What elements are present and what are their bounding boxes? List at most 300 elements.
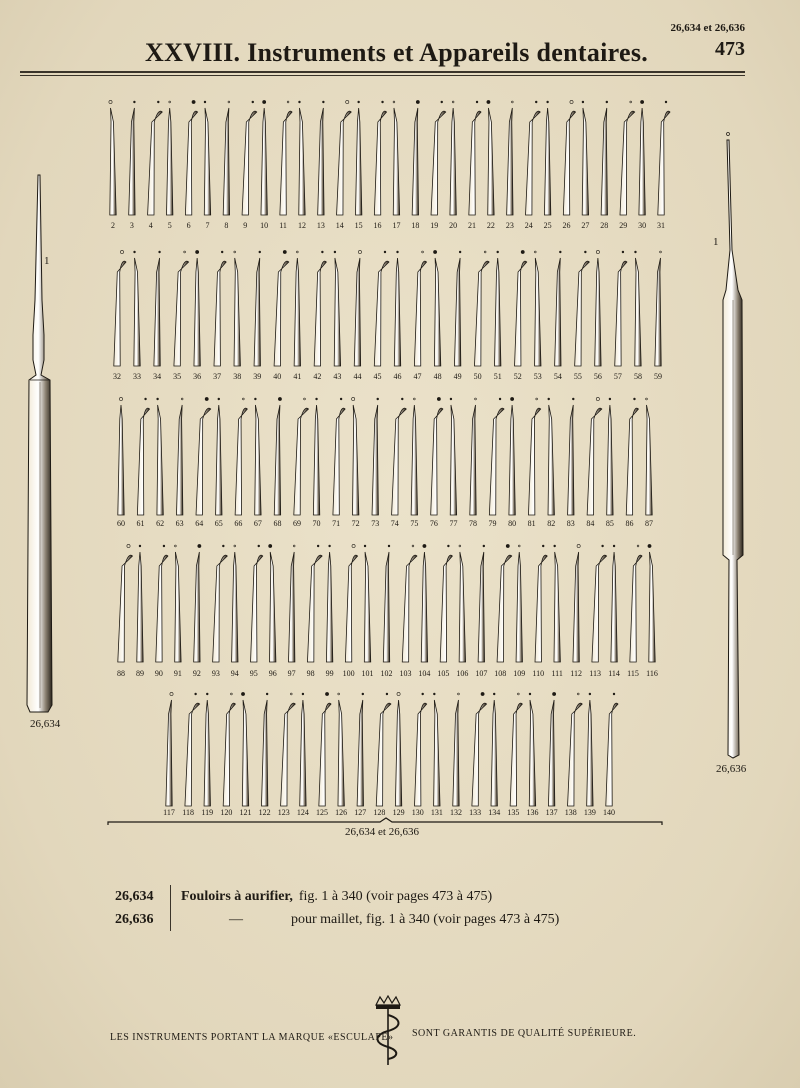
instrument-tip-profile — [559, 251, 561, 253]
instrument-figure — [548, 405, 554, 515]
instrument-figure — [383, 552, 389, 662]
instrument-figure — [318, 108, 324, 215]
instrument-tip-profile — [641, 100, 644, 103]
instrument-figure — [254, 258, 260, 366]
instrument-figure — [649, 552, 655, 662]
figure-number: 70 — [312, 519, 321, 528]
instrument-tip-profile — [352, 544, 355, 547]
figure-number: 3 — [129, 221, 134, 230]
instrument-figure — [394, 258, 400, 366]
instrument-figure — [148, 111, 163, 215]
instrument-figure — [313, 405, 319, 515]
figure-number: 12 — [297, 221, 306, 230]
figure-number: 111 — [551, 669, 563, 678]
instrument-tip-profile — [609, 398, 611, 400]
figure-number: 11 — [279, 221, 287, 230]
instrument-figure — [535, 555, 547, 662]
figure-number: 54 — [553, 372, 562, 381]
instrument-figure — [261, 108, 267, 215]
instrument-tip-profile — [205, 397, 208, 400]
instrument-tip-profile — [302, 693, 304, 695]
instrument-tip-profile — [613, 545, 615, 547]
instrument-tip-profile — [259, 251, 261, 253]
instrument-tip-profile — [499, 398, 501, 400]
figure-number: 8 — [224, 221, 229, 230]
instrument-figure — [392, 408, 407, 515]
figure-number: 63 — [175, 519, 184, 528]
figure-number: 36 — [193, 372, 202, 381]
instrument-tip-profile — [584, 251, 586, 253]
figure-number: 84 — [586, 519, 595, 528]
instrument-figure — [288, 552, 294, 662]
instrument-tip-profile — [386, 693, 388, 695]
instrument-figure — [232, 552, 238, 662]
instrument-figure — [326, 552, 332, 662]
figure-number: 85 — [605, 519, 614, 528]
instrument-figure — [319, 703, 331, 806]
figure-number: 26 — [562, 221, 571, 230]
figure-number: 62 — [156, 519, 165, 528]
figure-number: 41 — [293, 372, 302, 381]
instrument-tip-profile — [553, 692, 556, 695]
instrument-figure — [414, 261, 426, 366]
instrument-figure — [402, 555, 417, 662]
figure-number: 60 — [117, 519, 125, 528]
instrument-figure — [154, 258, 160, 366]
figure-number: 104 — [418, 669, 431, 678]
figure-number: 140 — [603, 808, 615, 817]
figure-number: 33 — [133, 372, 142, 381]
instrument-tip-profile — [635, 251, 637, 253]
instrument-tip-profile — [536, 398, 538, 400]
instrument-tip-profile — [483, 545, 485, 547]
figure-number: 51 — [493, 372, 502, 381]
instrument-tip-profile — [384, 251, 386, 253]
instrument-figure — [307, 555, 322, 662]
figure-number: 114 — [608, 669, 620, 678]
figure-number: 128 — [373, 808, 386, 817]
instrument-figure — [548, 700, 554, 806]
instrument-figure — [294, 258, 300, 366]
instrument-figure — [255, 405, 261, 515]
instrument-tip-profile — [304, 398, 306, 400]
instrument-figure — [216, 405, 222, 515]
instrument-tip-profile — [548, 398, 550, 400]
instrument-tip-profile — [596, 397, 599, 400]
figure-number: 13 — [316, 221, 325, 230]
figure-number: 25 — [543, 221, 552, 230]
instrument-figure — [488, 108, 494, 215]
instrument-tip-profile — [119, 397, 122, 400]
figure-number: 39 — [253, 372, 262, 381]
instrument-tip-profile — [242, 398, 244, 400]
instrument-figure — [223, 108, 229, 215]
instrument-figure — [166, 108, 172, 215]
instrument-tip-profile — [325, 692, 328, 695]
column-divider — [170, 885, 171, 908]
instrument-figure — [469, 111, 481, 215]
instrument-figure — [655, 258, 661, 366]
figure-number: 53 — [533, 372, 542, 381]
figure-number: 65 — [214, 519, 223, 528]
instrument-figure — [274, 405, 280, 515]
instrument-tip-profile — [517, 693, 519, 695]
instrument-tip-profile — [204, 101, 206, 103]
instrument-tip-profile — [397, 692, 400, 695]
figure-number: 16 — [373, 221, 382, 230]
instrument-tip-profile — [476, 101, 478, 103]
catalog-desc: pour maillet, fig. 1 à 340 (voir pages 473 à 475) — [291, 911, 560, 927]
instrument-tip-profile — [637, 545, 639, 547]
instrument-tip-profile — [413, 398, 415, 400]
instrument-figure — [489, 408, 504, 515]
instrument-figure — [354, 258, 360, 366]
instrument-figure — [395, 700, 401, 806]
instrument-figure — [376, 703, 391, 806]
figure-number: 93 — [211, 669, 220, 678]
instrument-tip-profile — [660, 251, 662, 253]
instrument-figure — [421, 552, 427, 662]
instrument-tip-profile — [258, 545, 260, 547]
figure-number: 97 — [287, 669, 296, 678]
page-title: XXVIII. Instruments et Appareils dentaires. — [145, 38, 649, 67]
instrument-figure — [509, 405, 515, 515]
figure-number: 96 — [268, 669, 277, 678]
instrument-figure — [412, 108, 418, 215]
instrument-tip-profile — [322, 101, 324, 103]
figure-number: 76 — [429, 519, 438, 528]
instrument-figure — [118, 555, 133, 662]
bottom-bracket — [108, 818, 662, 825]
instrument-tip-profile — [401, 398, 403, 400]
figure-number: 135 — [507, 808, 520, 817]
instrument-figure — [118, 405, 124, 515]
figure-number: 79 — [488, 519, 497, 528]
figure-number: 113 — [589, 669, 601, 678]
instrument-tip-profile — [133, 101, 135, 103]
instrument-tip-profile — [321, 251, 323, 253]
figure-number: 29 — [619, 221, 628, 230]
instrument-tip-profile — [481, 692, 484, 695]
instrument-tip-profile — [254, 398, 256, 400]
instrument-tip-profile — [447, 545, 449, 547]
figure-number: 124 — [296, 808, 309, 817]
instrument-tip-profile — [377, 398, 379, 400]
instrument-figure — [374, 111, 386, 215]
instrument-tip-profile — [630, 101, 632, 103]
figure-number: 19 — [430, 221, 439, 230]
instrument-figure — [497, 555, 512, 662]
instrument-figure — [554, 552, 560, 662]
instrument-tip-profile — [648, 544, 651, 547]
catalog-ref: 26,634 — [115, 888, 154, 904]
instrument-figure — [185, 703, 200, 806]
instrument-tip-profile — [228, 101, 230, 103]
figure-number: 21 — [468, 221, 477, 230]
instrument-figure — [338, 700, 344, 806]
instrument-tip-profile — [634, 398, 636, 400]
instrument-tip-profile — [269, 544, 272, 547]
figure-number: 52 — [513, 372, 522, 381]
instrument-figure — [592, 555, 607, 662]
instrument-tip-profile — [506, 544, 509, 547]
instrument-figure — [431, 111, 446, 215]
instrument-tip-profile — [192, 100, 195, 103]
instrument-tip-profile — [221, 251, 223, 253]
figure-number: 5 — [167, 221, 172, 230]
footer-left: LES INSTRUMENTS PORTANT LA MARQUE «ESCULAPE» — [110, 1032, 394, 1043]
instrument-figure — [470, 405, 476, 515]
figure-number: 31 — [657, 221, 665, 230]
instrument-figure — [639, 108, 645, 215]
instrument-tip-profile — [416, 100, 419, 103]
instrument-figure — [510, 703, 522, 806]
instrument-figure — [431, 408, 443, 515]
figure-number: 64 — [195, 519, 204, 528]
figure-number: 94 — [230, 669, 239, 678]
figure-number: 132 — [449, 808, 462, 817]
figure-number: 133 — [469, 808, 482, 817]
instrument-figure — [251, 555, 263, 662]
instrument-tip-profile — [422, 693, 424, 695]
instrument-figure — [204, 700, 210, 806]
instrument-tip-profile — [184, 251, 186, 253]
figure-number: 34 — [153, 372, 162, 381]
instrument-tip-profile — [570, 100, 573, 103]
instrument-figure — [555, 258, 561, 366]
instrument-figure — [544, 108, 550, 215]
figure-number: 138 — [564, 808, 577, 817]
instrument-tip-profile — [316, 398, 318, 400]
instrument-tip-profile — [529, 693, 531, 695]
figure-number: 116 — [646, 669, 658, 678]
instrument-tip-profile — [547, 101, 549, 103]
instrument-figure — [635, 258, 641, 366]
instrument-figure — [134, 258, 140, 366]
instrument-figure — [568, 703, 583, 806]
instrument-figure — [214, 261, 226, 366]
instrument-tip-profile — [340, 398, 342, 400]
instrument-tip-profile — [518, 545, 520, 547]
figure-number: 130 — [411, 808, 424, 817]
figure-number: 68 — [273, 519, 282, 528]
instrument-figure — [615, 261, 627, 366]
figure-number: 22 — [486, 221, 495, 230]
instrument-tip-profile — [433, 693, 435, 695]
figure-number: 43 — [333, 372, 342, 381]
figure-number: 59 — [654, 372, 662, 381]
instrument-figure — [334, 258, 340, 366]
instrument-figure — [630, 555, 642, 662]
figure-number: 110 — [532, 669, 545, 678]
figure-number: 20 — [449, 221, 458, 230]
instrument-tip-profile — [139, 545, 141, 547]
figure-number: 101 — [361, 669, 374, 678]
plate-bottom-caption: 26,634 et 26,636 — [345, 826, 419, 838]
instrument-figure — [450, 405, 456, 515]
instrument-figure — [611, 552, 617, 662]
instrument-figure — [515, 261, 527, 366]
instrument-figure — [185, 111, 197, 215]
instrument-tip-profile — [334, 251, 336, 253]
figure-number: 100 — [342, 669, 355, 678]
figure-number: 92 — [192, 669, 201, 678]
instrument-tip-profile — [459, 545, 461, 547]
instrument-figure — [299, 108, 305, 215]
instrument-tip-profile — [412, 545, 414, 547]
instrument-tip-profile — [596, 250, 599, 253]
figure-number: 45 — [373, 372, 382, 381]
instrument-tip-profile — [535, 101, 537, 103]
figure-number: 77 — [449, 519, 458, 528]
instrument-tip-profile — [423, 544, 426, 547]
instrument-figure — [587, 408, 602, 515]
instrument-tip-profile — [266, 693, 268, 695]
instrument-figure — [454, 258, 460, 366]
instrument-tip-profile — [181, 398, 183, 400]
figure-number: 107 — [475, 669, 488, 678]
instrument-figure — [374, 261, 389, 366]
instrument-tip-profile — [195, 693, 197, 695]
instrument-tip-profile — [459, 251, 461, 253]
instrument-tip-profile — [358, 250, 361, 253]
instrument-figure — [620, 111, 635, 215]
figure-number: 134 — [488, 808, 501, 817]
figure-number: 2 — [111, 221, 115, 230]
instrument-figure — [114, 261, 126, 366]
instrument-figure — [434, 700, 440, 806]
catalog-ref: 26,636 — [115, 911, 154, 927]
figure-number: 90 — [154, 669, 163, 678]
instrument-tip-profile — [174, 545, 176, 547]
instrument-tip-profile — [577, 693, 579, 695]
instrument-figure — [646, 405, 652, 515]
instrument-tip-profile — [542, 545, 544, 547]
figure-number: 123 — [277, 808, 290, 817]
instrument-tip-profile — [296, 251, 298, 253]
figure-number: 86 — [625, 519, 634, 528]
instrument-figure — [393, 108, 399, 215]
instrument-tip-profile — [493, 693, 495, 695]
instrument-tip-profile — [521, 250, 524, 253]
figure-number: 137 — [545, 808, 558, 817]
instrument-tip-profile — [554, 545, 556, 547]
figure-number: 88 — [117, 669, 125, 678]
instrument-figure — [129, 108, 135, 215]
instrument-figure — [601, 108, 607, 215]
figure-number: 46 — [393, 372, 402, 381]
instrument-tip-profile — [234, 251, 236, 253]
instrument-figure — [176, 405, 182, 515]
figure-number: 117 — [163, 808, 175, 817]
instrument-figure — [372, 405, 378, 515]
instrument-figure — [294, 408, 309, 515]
instrument-figure — [174, 261, 189, 366]
figure-number: 98 — [306, 669, 315, 678]
instrument-tip-profile — [450, 398, 452, 400]
figure-number: 131 — [430, 808, 443, 817]
instrument-figure — [194, 258, 200, 366]
figure-number: 10 — [260, 221, 269, 230]
figure-number: 61 — [136, 519, 145, 528]
handle-right-fig-number: 1 — [713, 236, 719, 248]
page-number: 473 — [715, 38, 745, 60]
instrument-tip-profile — [163, 545, 165, 547]
instrument-figure — [204, 108, 210, 215]
figure-number: 56 — [593, 372, 602, 381]
instrument-tip-profile — [109, 100, 112, 103]
catalog-desc: fig. 1 à 340 (voir pages 473 à 475) — [298, 888, 493, 904]
instrument-tip-profile — [234, 545, 236, 547]
instrument-figure — [333, 408, 345, 515]
instrument-figure — [234, 258, 240, 366]
instrument-tip-profile — [145, 398, 147, 400]
instrument-tip-profile — [511, 101, 513, 103]
instrument-figure — [280, 111, 292, 215]
instrument-tip-profile — [157, 398, 159, 400]
instrument-figure — [156, 555, 168, 662]
instrument-tip-profile — [589, 693, 591, 695]
instrument-figure — [474, 261, 489, 366]
instrument-figure — [110, 108, 116, 215]
figure-number: 58 — [633, 372, 642, 381]
instrument-tip-profile — [458, 693, 460, 695]
figure-number: 17 — [392, 221, 401, 230]
figure-number: 87 — [645, 519, 653, 528]
figure-number: 55 — [573, 372, 582, 381]
instrument-figure — [472, 703, 487, 806]
instrument-figure — [595, 258, 601, 366]
instrument-tip-profile — [646, 398, 648, 400]
instrument-figure — [658, 111, 670, 215]
instrument-tip-profile — [263, 100, 266, 103]
figure-number: 40 — [273, 372, 282, 381]
figure-number: 115 — [627, 669, 639, 678]
instrument-figure — [175, 552, 181, 662]
instrument-figure — [495, 258, 501, 366]
instrument-figure — [529, 700, 535, 806]
figure-number: 120 — [220, 808, 233, 817]
instrument-figure — [626, 408, 638, 515]
figure-number: 15 — [354, 221, 363, 230]
instrument-tip-profile — [397, 251, 399, 253]
figure-number: 89 — [135, 669, 144, 678]
instrument-figure — [242, 700, 248, 806]
figure-number: 74 — [390, 519, 399, 528]
instrument-tip-profile — [287, 101, 289, 103]
footer-right: SONT GARANTIS DE QUALITÉ SUPÉRIEURE. — [412, 1028, 637, 1039]
instrument-figure — [194, 552, 200, 662]
figure-number: 73 — [371, 519, 380, 528]
instrument-tip-profile — [241, 692, 244, 695]
instrument-tip-profile — [338, 693, 340, 695]
instrument-tip-profile — [441, 101, 443, 103]
catalog-name: — — [229, 911, 243, 927]
figure-number: 69 — [293, 519, 301, 528]
instrument-tip-profile — [487, 100, 490, 103]
instrument-tip-profile — [127, 544, 130, 547]
instrument-tip-profile — [283, 250, 286, 253]
handle-right-figure — [723, 133, 743, 759]
instrument-figure — [607, 405, 613, 515]
instrument-figure — [357, 700, 363, 806]
figure-number: 129 — [392, 808, 405, 817]
instrument-tip-profile — [358, 101, 360, 103]
figure-number: 9 — [243, 221, 248, 230]
column-divider — [170, 908, 171, 931]
instrument-tip-profile — [198, 544, 201, 547]
handle-left-fig-number: 1 — [44, 255, 50, 267]
